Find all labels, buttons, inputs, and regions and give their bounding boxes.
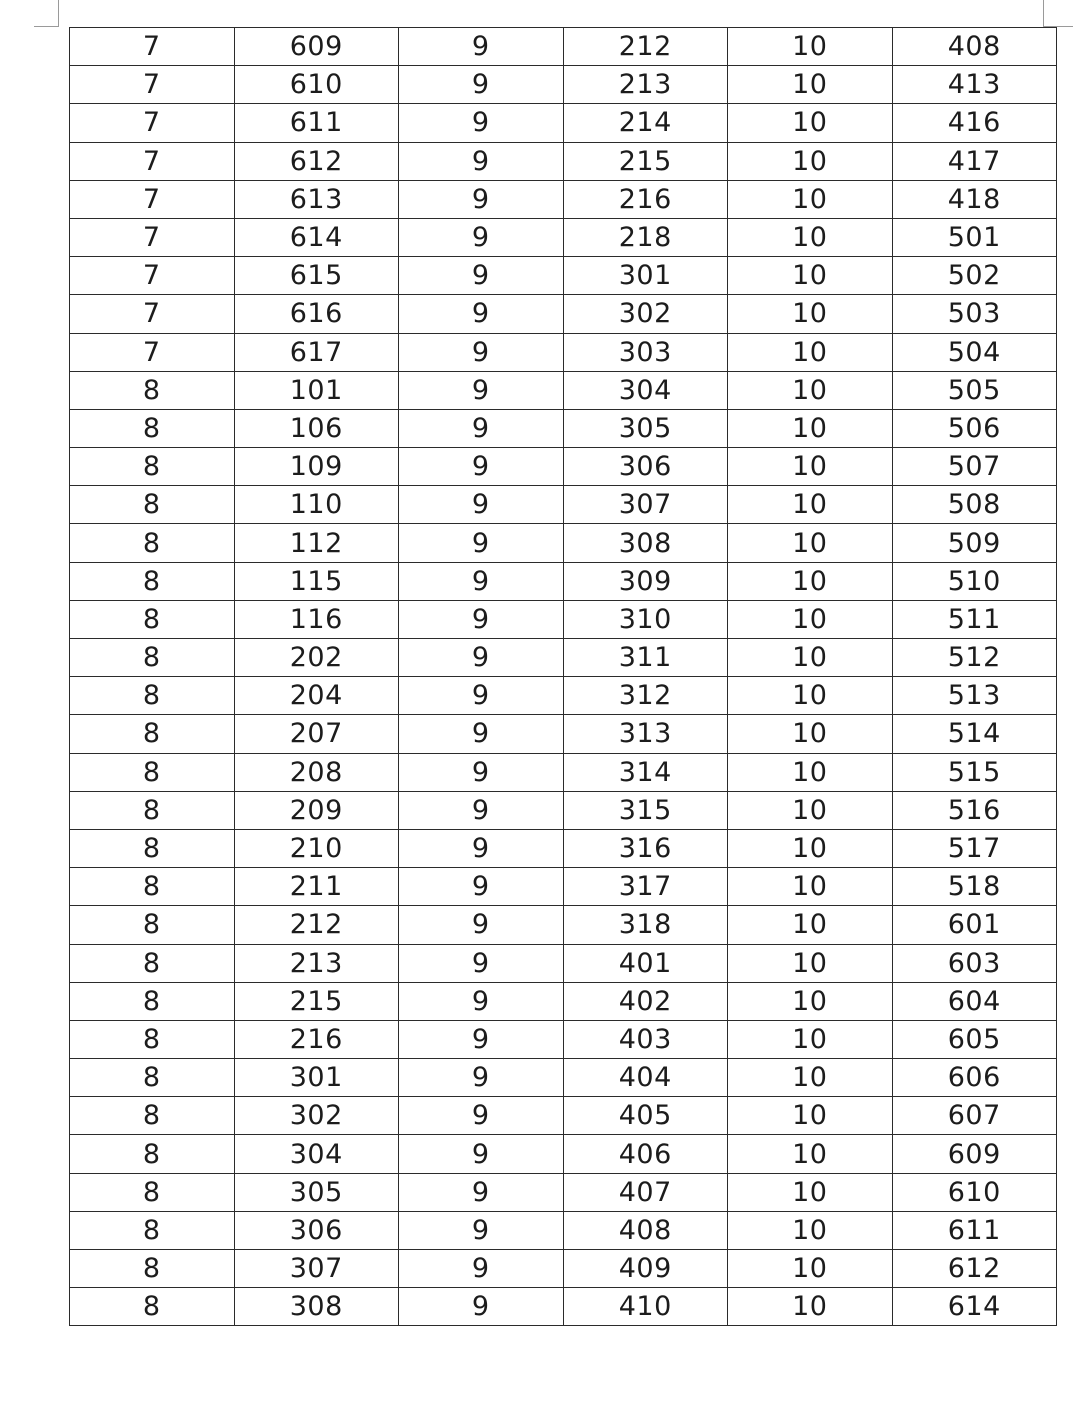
table-cell: 610	[234, 66, 399, 104]
table-cell: 8	[70, 1288, 235, 1326]
table-row	[70, 944, 1057, 982]
table-cell: 410	[563, 1288, 728, 1326]
table-cell: 10	[728, 218, 893, 256]
table-cell: 617	[234, 333, 399, 371]
table-cell: 413	[892, 66, 1057, 104]
table-cell: 8	[70, 1250, 235, 1288]
table-cell: 10	[728, 66, 893, 104]
table-cell: 9	[399, 257, 564, 295]
table-cell: 505	[892, 371, 1057, 409]
table-cell: 215	[234, 982, 399, 1020]
table-cell: 110	[234, 486, 399, 524]
table-cell: 211	[234, 868, 399, 906]
table-cell: 7	[70, 333, 235, 371]
table-cell: 10	[728, 715, 893, 753]
table-cell: 8	[70, 1173, 235, 1211]
table-cell: 9	[399, 486, 564, 524]
table-cell: 7	[70, 218, 235, 256]
table-cell: 7	[70, 180, 235, 218]
table-cell: 10	[728, 1020, 893, 1058]
table-cell: 611	[234, 104, 399, 142]
table-cell: 307	[563, 486, 728, 524]
table-cell: 7	[70, 28, 235, 66]
table-cell: 9	[399, 218, 564, 256]
table-row	[70, 1020, 1057, 1058]
table-cell: 10	[728, 180, 893, 218]
table-cell: 606	[892, 1059, 1057, 1097]
table-row	[70, 1097, 1057, 1135]
table-cell: 9	[399, 753, 564, 791]
table-cell: 8	[70, 639, 235, 677]
table-row	[70, 677, 1057, 715]
table-cell: 116	[234, 600, 399, 638]
table-cell: 616	[234, 295, 399, 333]
table-cell: 516	[892, 791, 1057, 829]
table-cell: 9	[399, 715, 564, 753]
table-cell: 213	[234, 944, 399, 982]
table-row	[70, 829, 1057, 867]
table-cell: 9	[399, 1211, 564, 1249]
table-cell: 508	[892, 486, 1057, 524]
table-cell: 510	[892, 562, 1057, 600]
table-cell: 9	[399, 1288, 564, 1326]
table-cell: 207	[234, 715, 399, 753]
table-cell: 10	[728, 906, 893, 944]
margin-corner-mark-left-horizontal	[34, 26, 59, 27]
table-cell: 9	[399, 333, 564, 371]
table-row	[70, 1059, 1057, 1097]
table-cell: 9	[399, 1097, 564, 1135]
table-cell: 216	[234, 1020, 399, 1058]
table-cell: 303	[563, 333, 728, 371]
table-cell: 209	[234, 791, 399, 829]
table-cell: 313	[563, 715, 728, 753]
table-cell: 613	[234, 180, 399, 218]
table-cell: 109	[234, 448, 399, 486]
table-cell: 9	[399, 180, 564, 218]
table-cell: 9	[399, 1135, 564, 1173]
table-cell: 9	[399, 562, 564, 600]
table-cell: 408	[563, 1211, 728, 1249]
table-row	[70, 715, 1057, 753]
table-cell: 10	[728, 829, 893, 867]
table-cell: 10	[728, 1135, 893, 1173]
table-cell: 9	[399, 868, 564, 906]
table-row	[70, 218, 1057, 256]
margin-corner-mark-left	[58, 0, 59, 26]
table-cell: 9	[399, 600, 564, 638]
table-cell: 8	[70, 829, 235, 867]
table-cell: 612	[234, 142, 399, 180]
table-cell: 8	[70, 1020, 235, 1058]
table-cell: 10	[728, 562, 893, 600]
table-cell: 10	[728, 944, 893, 982]
table-cell: 10	[728, 753, 893, 791]
table-cell: 212	[234, 906, 399, 944]
table-cell: 407	[563, 1173, 728, 1211]
table-cell: 8	[70, 448, 235, 486]
table-row	[70, 1288, 1057, 1326]
table-cell: 307	[234, 1250, 399, 1288]
table-cell: 10	[728, 1059, 893, 1097]
table-cell: 7	[70, 257, 235, 295]
table-cell: 10	[728, 104, 893, 142]
table-row	[70, 906, 1057, 944]
table-row	[70, 104, 1057, 142]
table-cell: 9	[399, 448, 564, 486]
table-cell: 10	[728, 142, 893, 180]
table-cell: 8	[70, 600, 235, 638]
table-cell: 202	[234, 639, 399, 677]
table-cell: 8	[70, 486, 235, 524]
table-cell: 310	[563, 600, 728, 638]
table-cell: 9	[399, 1020, 564, 1058]
table-cell: 218	[563, 218, 728, 256]
table-cell: 9	[399, 944, 564, 982]
table-cell: 10	[728, 28, 893, 66]
table-cell: 10	[728, 791, 893, 829]
table-cell: 10	[728, 868, 893, 906]
margin-corner-mark-right	[1043, 0, 1044, 26]
table-cell: 305	[234, 1173, 399, 1211]
table-cell: 10	[728, 448, 893, 486]
table-cell: 417	[892, 142, 1057, 180]
table-cell: 8	[70, 1135, 235, 1173]
table-cell: 302	[563, 295, 728, 333]
table-row	[70, 371, 1057, 409]
table-cell: 10	[728, 257, 893, 295]
table-cell: 308	[563, 524, 728, 562]
table-cell: 304	[563, 371, 728, 409]
table-cell: 312	[563, 677, 728, 715]
table-cell: 614	[892, 1288, 1057, 1326]
table-cell: 604	[892, 982, 1057, 1020]
table-cell: 7	[70, 104, 235, 142]
table-body	[70, 28, 1057, 1326]
table-cell: 418	[892, 180, 1057, 218]
table-cell: 305	[563, 409, 728, 447]
table-cell: 10	[728, 677, 893, 715]
table-cell: 515	[892, 753, 1057, 791]
table-cell: 403	[563, 1020, 728, 1058]
table-cell: 405	[563, 1097, 728, 1135]
table-cell: 8	[70, 409, 235, 447]
table-cell: 315	[563, 791, 728, 829]
table-cell: 10	[728, 524, 893, 562]
table-cell: 318	[563, 906, 728, 944]
table-cell: 514	[892, 715, 1057, 753]
table-cell: 7	[70, 295, 235, 333]
table-cell: 10	[728, 1211, 893, 1249]
table-cell: 9	[399, 1250, 564, 1288]
table-cell: 215	[563, 142, 728, 180]
table-cell: 101	[234, 371, 399, 409]
table-row	[70, 791, 1057, 829]
table-cell: 507	[892, 448, 1057, 486]
table-cell: 308	[234, 1288, 399, 1326]
table-cell: 10	[728, 1097, 893, 1135]
table-cell: 8	[70, 982, 235, 1020]
table-row	[70, 600, 1057, 638]
table-cell: 406	[563, 1135, 728, 1173]
table-cell: 601	[892, 906, 1057, 944]
table-cell: 8	[70, 524, 235, 562]
table-cell: 8	[70, 944, 235, 982]
table-cell: 503	[892, 295, 1057, 333]
table-cell: 402	[563, 982, 728, 1020]
table-cell: 10	[728, 639, 893, 677]
table-cell: 607	[892, 1097, 1057, 1135]
table-cell: 614	[234, 218, 399, 256]
table-cell: 208	[234, 753, 399, 791]
table-cell: 509	[892, 524, 1057, 562]
table-cell: 8	[70, 1097, 235, 1135]
table-cell: 304	[234, 1135, 399, 1173]
table-cell: 9	[399, 142, 564, 180]
table-row	[70, 257, 1057, 295]
table-cell: 214	[563, 104, 728, 142]
table-cell: 10	[728, 486, 893, 524]
table-cell: 212	[563, 28, 728, 66]
table-cell: 513	[892, 677, 1057, 715]
table-cell: 10	[728, 1288, 893, 1326]
table-cell: 401	[563, 944, 728, 982]
table-cell: 216	[563, 180, 728, 218]
table-cell: 9	[399, 28, 564, 66]
table-cell: 10	[728, 982, 893, 1020]
table-row	[70, 868, 1057, 906]
table-cell: 8	[70, 868, 235, 906]
table-cell: 9	[399, 677, 564, 715]
table-cell: 10	[728, 600, 893, 638]
table-cell: 302	[234, 1097, 399, 1135]
table-cell: 106	[234, 409, 399, 447]
table-cell: 512	[892, 639, 1057, 677]
table-row	[70, 295, 1057, 333]
table-cell: 115	[234, 562, 399, 600]
table-row	[70, 409, 1057, 447]
table-row	[70, 1211, 1057, 1249]
table-cell: 8	[70, 562, 235, 600]
table-cell: 306	[234, 1211, 399, 1249]
table-cell: 504	[892, 333, 1057, 371]
table-cell: 10	[728, 1250, 893, 1288]
table-cell: 10	[728, 333, 893, 371]
table-row	[70, 333, 1057, 371]
table-cell: 10	[728, 371, 893, 409]
table-cell: 10	[728, 295, 893, 333]
table-cell: 502	[892, 257, 1057, 295]
table-cell: 610	[892, 1173, 1057, 1211]
table-cell: 9	[399, 524, 564, 562]
table-cell: 7	[70, 142, 235, 180]
table-cell: 609	[234, 28, 399, 66]
table-cell: 501	[892, 218, 1057, 256]
table-cell: 213	[563, 66, 728, 104]
table-cell: 317	[563, 868, 728, 906]
table-cell: 8	[70, 753, 235, 791]
table-cell: 9	[399, 906, 564, 944]
table-cell: 204	[234, 677, 399, 715]
table-cell: 8	[70, 1059, 235, 1097]
data-table	[69, 27, 1057, 1326]
table-cell: 301	[563, 257, 728, 295]
table-cell: 7	[70, 66, 235, 104]
table-cell: 9	[399, 791, 564, 829]
table-cell: 8	[70, 371, 235, 409]
table-cell: 8	[70, 906, 235, 944]
table-cell: 603	[892, 944, 1057, 982]
table-cell: 517	[892, 829, 1057, 867]
table-cell: 612	[892, 1250, 1057, 1288]
table-row	[70, 448, 1057, 486]
table-cell: 301	[234, 1059, 399, 1097]
table-cell: 9	[399, 104, 564, 142]
table-cell: 408	[892, 28, 1057, 66]
table-cell: 409	[563, 1250, 728, 1288]
table-cell: 9	[399, 829, 564, 867]
table-cell: 9	[399, 66, 564, 104]
table-cell: 8	[70, 791, 235, 829]
table-cell: 314	[563, 753, 728, 791]
table-cell: 9	[399, 639, 564, 677]
table-row	[70, 180, 1057, 218]
table-cell: 611	[892, 1211, 1057, 1249]
table-row	[70, 1173, 1057, 1211]
table-cell: 311	[563, 639, 728, 677]
table-cell: 511	[892, 600, 1057, 638]
table-row	[70, 1135, 1057, 1173]
table-cell: 506	[892, 409, 1057, 447]
table-cell: 10	[728, 409, 893, 447]
table-row	[70, 524, 1057, 562]
table-row	[70, 639, 1057, 677]
table-cell: 605	[892, 1020, 1057, 1058]
table-cell: 8	[70, 677, 235, 715]
table-row	[70, 66, 1057, 104]
table-cell: 210	[234, 829, 399, 867]
table-cell: 404	[563, 1059, 728, 1097]
table-cell: 9	[399, 1173, 564, 1211]
table-row	[70, 1250, 1057, 1288]
table-cell: 8	[70, 1211, 235, 1249]
table-cell: 615	[234, 257, 399, 295]
table-cell: 112	[234, 524, 399, 562]
table-row	[70, 753, 1057, 791]
table-cell: 9	[399, 982, 564, 1020]
table-row	[70, 982, 1057, 1020]
table-cell: 316	[563, 829, 728, 867]
table-cell: 10	[728, 1173, 893, 1211]
table-cell: 9	[399, 409, 564, 447]
table-cell: 609	[892, 1135, 1057, 1173]
table-row	[70, 142, 1057, 180]
table-row	[70, 562, 1057, 600]
table-cell: 9	[399, 1059, 564, 1097]
table-cell: 8	[70, 715, 235, 753]
table-cell: 9	[399, 371, 564, 409]
table-row	[70, 28, 1057, 66]
table-cell: 306	[563, 448, 728, 486]
table-cell: 518	[892, 868, 1057, 906]
table-row	[70, 486, 1057, 524]
table-cell: 416	[892, 104, 1057, 142]
table-cell: 9	[399, 295, 564, 333]
table-cell: 309	[563, 562, 728, 600]
